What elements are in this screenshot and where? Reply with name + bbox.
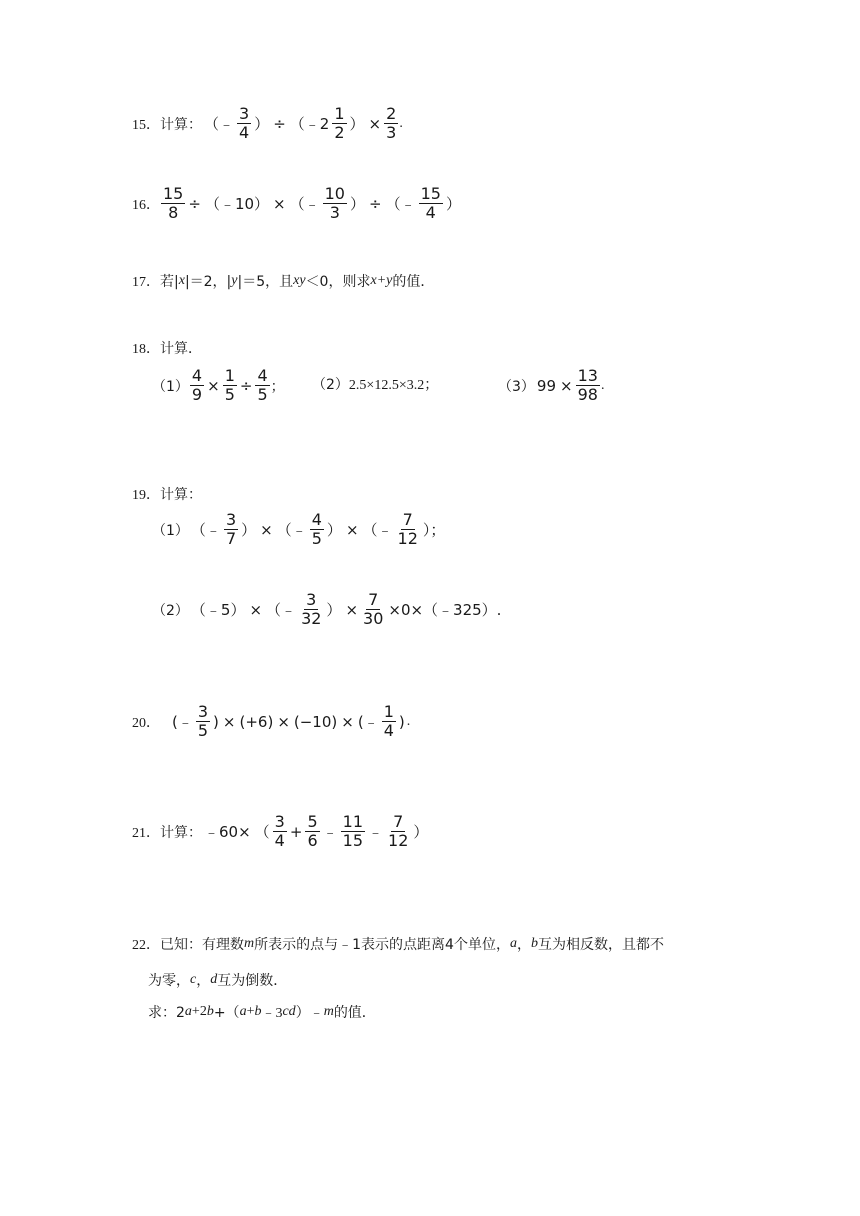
text: ， (196, 973, 211, 989)
numerator: 7 (368, 590, 379, 609)
text: ， (516, 937, 531, 953)
numerator: 4 (257, 366, 268, 385)
close-paren: ） (445, 195, 461, 213)
variable-cd: cd (282, 1004, 296, 1019)
numerator: 3 (306, 590, 317, 609)
problem-20 (132, 704, 410, 739)
lead-term: ﹣60× (204, 823, 251, 841)
text: ＜0，则求 (305, 274, 371, 290)
text: +（ (213, 1005, 240, 1021)
problem-19 (132, 484, 202, 504)
fraction (299, 592, 323, 627)
period: . (399, 115, 403, 131)
problem-label: 计算： (160, 487, 202, 503)
variable-d: d (210, 972, 218, 987)
denominator: 15 (342, 831, 363, 850)
denominator: 9 (191, 385, 203, 404)
close-paren: ) (398, 712, 405, 731)
text: |＝2，| (184, 274, 232, 290)
numerator: 5 (307, 812, 318, 831)
problem-21 (132, 814, 430, 849)
denominator: 8 (168, 203, 179, 222)
part-tag: （2） (152, 602, 189, 619)
open-paren: （﹣ (266, 601, 297, 619)
text: |＝5，且 (237, 274, 294, 290)
number: 99 (536, 376, 557, 395)
numerator: 3 (225, 510, 237, 529)
numerator: 15 (163, 184, 184, 203)
fraction (576, 368, 600, 403)
problem-22-line-1 (132, 934, 664, 954)
denominator: 98 (577, 385, 598, 404)
divide-sign: ÷ (188, 194, 201, 213)
expression: 2.5×12.5×3.2； (348, 378, 439, 393)
problem-17 (132, 271, 434, 291)
variable-a: a (509, 936, 517, 951)
times-sign: × (222, 712, 236, 731)
semicolon: ； (270, 378, 285, 395)
text: 互为倒数． (217, 973, 288, 989)
variable-b: b (206, 1004, 214, 1019)
denominator: 12 (397, 529, 418, 548)
problem-22-line-2 (148, 970, 287, 990)
times-sign: × (345, 600, 359, 619)
times-sign: × (560, 376, 573, 395)
times-sign: × (341, 712, 354, 731)
denominator: 32 (301, 609, 322, 628)
open-paren: （﹣2 (289, 115, 330, 133)
text: 互为相反数，且都不 (537, 937, 664, 953)
fraction (310, 512, 324, 547)
text: 所表示的点与﹣1表示的点距离4个单位， (254, 937, 510, 953)
denominator: 5 (224, 385, 235, 404)
problem-number: 20． (132, 715, 160, 731)
text: ﹣3 (261, 1006, 283, 1021)
numerator: 2 (386, 104, 397, 123)
numerator: 3 (274, 812, 285, 831)
part-tag: （1） (152, 522, 189, 539)
text: 为零， (148, 973, 190, 989)
times-sign: × (260, 520, 273, 539)
problem-18-part-3 (498, 368, 604, 403)
fraction (273, 814, 287, 849)
problem-19-part-1 (152, 512, 447, 547)
problem-label: 计算． (160, 341, 202, 357)
fraction (384, 106, 398, 141)
part-tag: （2） (312, 377, 349, 393)
problem-18-part-1 (152, 368, 285, 403)
denominator: 5 (311, 529, 322, 548)
problem-16 (132, 186, 463, 221)
minus-sign: ﹣ (368, 823, 384, 841)
problem-label: 计算： (160, 824, 202, 841)
close-paren: ） (254, 115, 270, 133)
denominator: 6 (307, 831, 318, 850)
times-sign: × (273, 194, 286, 213)
close-paren: ） (413, 823, 429, 841)
open-paren: （﹣ (204, 115, 235, 133)
denominator: 3 (329, 203, 340, 222)
numerator: 10 (324, 184, 345, 203)
times-sign: × (368, 114, 382, 133)
paren-term: （﹣10） (204, 195, 270, 213)
close-paren: ） (241, 521, 257, 539)
variable-a: a (239, 1004, 247, 1019)
fraction (332, 106, 346, 141)
close-paren: ） (349, 115, 365, 133)
variable-x: x (178, 273, 185, 288)
close-paren: ) (213, 712, 219, 731)
problem-number: 21． (132, 825, 160, 841)
text: 若| (160, 274, 179, 290)
fraction (386, 814, 410, 849)
open-paren: (﹣ (357, 713, 379, 731)
numerator: 11 (342, 812, 363, 831)
numerator: 4 (191, 366, 203, 385)
close-paren: ） (326, 601, 342, 619)
problem-22-line-3 (148, 1002, 376, 1022)
times-sign: × (207, 376, 220, 395)
part-tag: （3） (498, 378, 535, 395)
part-tag: （1） (152, 378, 189, 395)
problem-19-part-2 (152, 592, 503, 627)
problem-number: 22． (132, 938, 160, 953)
denominator: 2 (334, 123, 345, 142)
fraction (341, 814, 365, 849)
text: + (246, 1004, 255, 1019)
denominator: 4 (274, 831, 285, 850)
divide-sign: ÷ (369, 194, 382, 213)
variable-m: m (323, 1004, 334, 1019)
denominator: 4 (239, 123, 250, 142)
variable-a: a (184, 1004, 192, 1019)
problem-number: 16． (132, 197, 160, 213)
divide-sign: ÷ (273, 114, 286, 133)
denominator: 5 (197, 721, 209, 740)
fraction (255, 368, 269, 403)
open-paren: （﹣ (385, 195, 416, 213)
text: 已知：有理数 (160, 937, 244, 953)
times-sign: × (277, 712, 290, 731)
variable-x-plus-y: x+y (370, 273, 393, 288)
open-paren: （﹣ (289, 195, 320, 213)
denominator: 4 (425, 203, 436, 222)
denominator: 30 (363, 609, 384, 628)
expression-rest: ×0×（﹣325）. (388, 601, 502, 619)
problem-number: 17． (132, 275, 160, 290)
fraction (196, 704, 210, 739)
numerator: 4 (311, 510, 322, 529)
divide-sign: ÷ (239, 376, 253, 395)
close-paren: ） (326, 521, 342, 539)
problem-number: 15． (132, 117, 160, 133)
fraction (190, 368, 204, 403)
fraction (419, 186, 443, 221)
variable-b: b (254, 1004, 262, 1019)
numerator: 1 (334, 104, 345, 123)
numerator: 1 (383, 702, 394, 721)
open-paren: (﹣ (172, 713, 193, 731)
problem-number: 19． (132, 488, 160, 503)
variable-c: c (190, 972, 197, 987)
fraction (361, 592, 385, 627)
plus-sign: + (289, 822, 303, 841)
open-paren: （ (254, 823, 270, 841)
period: . (406, 713, 411, 729)
variable-xy: xy (293, 273, 306, 288)
numerator: 3 (197, 702, 209, 721)
open-paren: （﹣ (362, 521, 393, 539)
close-paren: ） (349, 195, 365, 213)
fraction (382, 704, 396, 739)
paren-term: (+6) (239, 712, 274, 731)
denominator: 5 (257, 385, 268, 404)
text: 求：2 (148, 1005, 185, 1021)
variable-m: m (244, 936, 255, 951)
numerator: 7 (402, 510, 413, 529)
fraction (323, 186, 347, 221)
problem-number: 18． (132, 342, 160, 357)
open-paren: （﹣ (190, 521, 221, 539)
fraction (396, 512, 420, 547)
denominator: 12 (388, 831, 409, 850)
times-sign: × (249, 600, 263, 619)
close-paren: ）； (422, 521, 446, 539)
problem-15 (132, 106, 403, 141)
denominator: 3 (386, 123, 397, 142)
variable-b: b (530, 936, 538, 951)
period: . (600, 377, 605, 393)
text: +2 (191, 1004, 207, 1019)
fraction (237, 106, 251, 141)
problem-18 (132, 338, 202, 358)
numerator: 13 (577, 366, 598, 385)
fraction (305, 814, 319, 849)
paren-term: (−10) (293, 712, 338, 731)
paren-term: （﹣5） (190, 601, 246, 619)
open-paren: （﹣ (276, 521, 307, 539)
problem-18-part-2 (312, 374, 438, 394)
fraction (224, 512, 238, 547)
numerator: 1 (224, 366, 235, 385)
times-sign: × (345, 520, 359, 539)
denominator: 7 (225, 529, 237, 548)
text: 的值． (333, 1005, 376, 1021)
minus-sign: ﹣ (322, 823, 338, 841)
numerator: 3 (239, 104, 250, 123)
fraction (223, 368, 237, 403)
problem-label: 计算： (160, 116, 202, 133)
numerator: 15 (420, 184, 441, 203)
text: ）﹣ (295, 1005, 324, 1021)
variable-y: y (231, 273, 238, 288)
numerator: 7 (393, 812, 404, 831)
fraction (161, 186, 185, 221)
text: 的值． (392, 274, 435, 290)
denominator: 4 (383, 721, 394, 740)
